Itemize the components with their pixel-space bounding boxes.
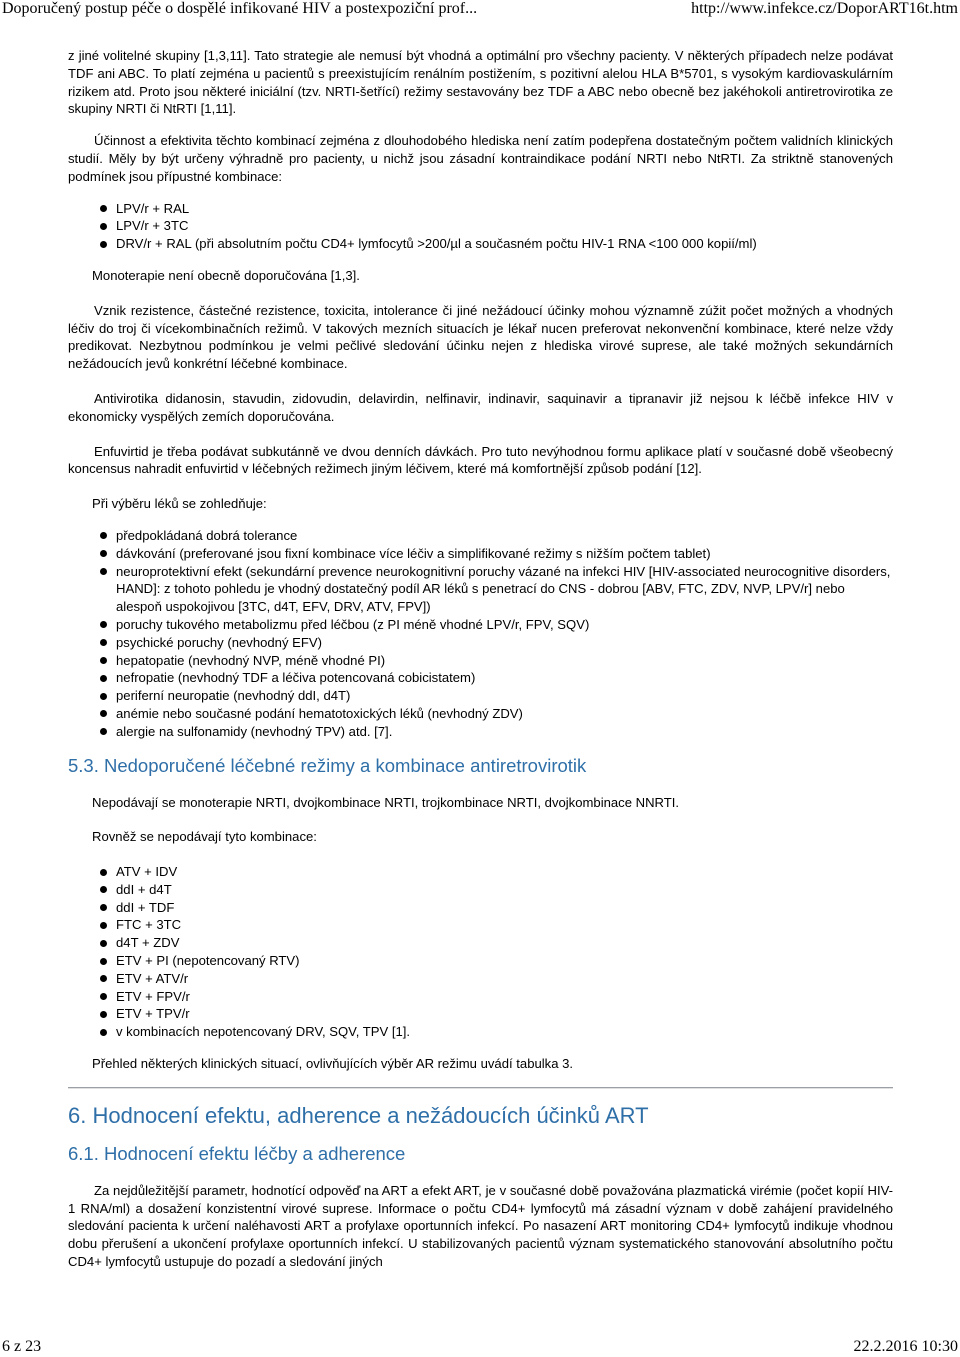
list-item: DRV/r + RAL (při absolutním počtu CD4+ lymfocytů >200/µl a současném počtu HIV-1 RNA <100 000 kopií/ml) <box>116 235 893 253</box>
list-item: neuroprotektivní efekt (sekundární prevence neurokognitivní poruchy vázané na infekci HIV [HIV-associated neurocognitive disorders, HAND]: z tohoto pohledu je vhodný dostatečný podíl AR léků s penetrací do CNS - dobrou [ABV, FTC, ZDV, NVP, LPV/r] nebo alespoň uspokojivou [3TC, d4T, EFV, DRV, ATV, FPV]) <box>116 563 893 616</box>
list-item: anémie nebo současné podání hematotoxických léků (nevhodný ZDV) <box>116 705 893 723</box>
list-item: FTC + 3TC <box>116 916 893 934</box>
forbidden-combinations-list <box>68 863 893 1041</box>
print-datetime: 22.2.2016 10:30 <box>853 1338 958 1355</box>
paragraph-monotherapy: Monoterapie není obecně doporučována [1,3]. <box>92 267 360 283</box>
list-item: předpokládaná dobrá tolerance <box>116 527 893 545</box>
paragraph-table-reference: Přehled některých klinických situací, ovlivňujících výběr AR režimu uvádí tabulka 3. <box>92 1056 574 1072</box>
list-item: psychické poruchy (nevhodný EFV) <box>116 634 893 652</box>
list-item: ETV + ATV/r <box>116 970 893 988</box>
list-item: LPV/r + 3TC <box>116 217 893 235</box>
selection-criteria-list <box>68 527 893 741</box>
section-heading-6-1: 6.1. Hodnocení efektu léčby a adherence <box>68 1142 406 1164</box>
list-item: dávkování (preferované jsou fixní kombinace více léčiv a simplifikované režimy s nižším počtem tablet) <box>116 545 893 563</box>
paragraph-resistance: Vznik rezistence, částečné rezistence, toxicita, intolerance či jiné nežádoucí účinky mohou významně zúžit počet možných a vhodných léčiv do troj či vícekombinačních režimů. V takových mezních situacích je lékař nucen preferovat nekonvenční kombinace, které nelze vždy predikovat. Nezbytnou podmínkou je velmi pečlivé sledování účinku nejen z hlediska virové suprese, ale také možných sekundárních nežádoucích jevů konkrétní léčebné kombinace. <box>68 302 893 372</box>
paragraph-criteria-intro: Při výběru léků se zohledňuje: <box>92 496 267 512</box>
list-item: ETV + TPV/r <box>116 1005 893 1023</box>
list-item: ddI + d4T <box>116 881 893 899</box>
list-item: v kombinacích nepotencovaný DRV, SQV, TPV [1]. <box>116 1023 893 1041</box>
paragraph-no-mono: Nepodávají se monoterapie NRTI, dvojkombinace NRTI, trojkombinace NRTI, dvojkombinace NNRTI. <box>92 794 680 810</box>
list-item: ddI + TDF <box>116 899 893 917</box>
paragraph-bad-combos-intro: Rovněž se nepodávají tyto kombinace: <box>92 829 317 845</box>
paragraph-antivirals: Antivirotika didanosin, stavudin, zidovudin, delavirdin, nelfinavir, indinavir, saquinavir a tipranavir již nejsou k léčbě infekce HIV v ekonomicky vyspělých zemích doporučována. <box>68 390 893 424</box>
browser-page-title: Doporučený postup péče o dospělé infikované HIV a postexpoziční prof... <box>2 0 478 17</box>
list-item: LPV/r + RAL <box>116 200 893 218</box>
paragraph-efficacy: Účinnost a efektivita těchto kombinací zejména z dlouhodobého hlediska není zatím podepřena dostatečným počtem validních klinických studií. Měly by být určeny výhradně pro pacienty, u nichž jsou zásadní kontraindikace podání NRTI nebo NtRTI. Za striktně stanovených podmínek jsou přípustné kombinace: <box>68 133 893 184</box>
list-item: poruchy tukového metabolizmu před léčbou (z PI méně vhodné LPV/r, FPV, SQV) <box>116 616 893 634</box>
section-heading-5-3: 5.3. Nedoporučené léčebné režimy a kombinace antiretrovirotik <box>68 754 587 776</box>
list-item: ETV + PI (nepotencovaný RTV) <box>116 952 893 970</box>
paragraph-viremia: Za nejdůležitější parametr, hodnotící odpověď na ART a efekt ART, je v současné době považována plazmatická virémie (počet kopií HIV-1 RNA/ml) a dosažení konzistentní virové suprese. Informace o počtu CD4+ lymfocytů má zásadní význam v době zahájení pravidelného sledování pacienta k určení naléhavosti ART a profylaxe oportunních infekcí. Po nasazení ART monitoring CD4+ lymfocytů indikuje vhodnou dobu přerušení a ukončení profylaxe oportunních infekcí. U stabilizovaných pacientů význam systematického stanovování absolutního počtu CD4+ lymfocytů ustupuje do pozadí a sledování jiných <box>68 1182 893 1270</box>
paragraph-enfuvirtide: Enfuvirtid je třeba podávat subkutánně ve dvou denních dávkách. Pro tuto nevýhodnou formu aplikace platí v současné době všeobecný koncensus nahradit enfuvirtid v léčebných režimech jiným léčivem, které má komfortnější způsob podání [12]. <box>68 443 893 477</box>
chapter-heading-6: 6. Hodnocení efektu, adherence a nežádoucích účinků ART <box>68 1102 649 1128</box>
list-item: d4T + ZDV <box>116 934 893 952</box>
list-item: alergie na sulfonamidy (nevhodný TPV) atd. [7]. <box>116 723 893 741</box>
document-body <box>68 47 893 1271</box>
list-item: hepatopatie (nevhodný NVP, méně vhodné PI) <box>116 652 893 670</box>
paragraph-nrti-sparing: z jiné volitelné skupiny [1,3,11]. Tato strategie ale nemusí být vhodná a optimální pro všechny pacienty. V některých případech nelze podávat TDF ani ABC. To platí zejména u pacientů s preexistujícím renálním postižením, s pozitivní alelou HLA B*5701, s vysokým kardiovaskulárním rizikem atd. Proto jsou některé iniciální (tzv. NRTI-šetřící) režimy sestavovány bez TDF a ABC nebo obecně bez jakéhokoli antiretrovirotika ze skupiny NRTI či NtRTI [1,11]. <box>68 48 893 117</box>
list-item: periferní neuropatie (nevhodný ddI, d4T) <box>116 687 893 705</box>
list-item: ATV + IDV <box>116 863 893 881</box>
list-item: nefropatie (nevhodný TDF a léčiva potencovaná cobicistatem) <box>116 669 893 687</box>
list-item: ETV + FPV/r <box>116 988 893 1006</box>
permitted-combinations-list <box>68 200 893 253</box>
page-counter: 6 z 23 <box>2 1338 42 1355</box>
browser-page-url[interactable]: http://www.infekce.cz/DoporART16t.htm <box>691 0 958 17</box>
